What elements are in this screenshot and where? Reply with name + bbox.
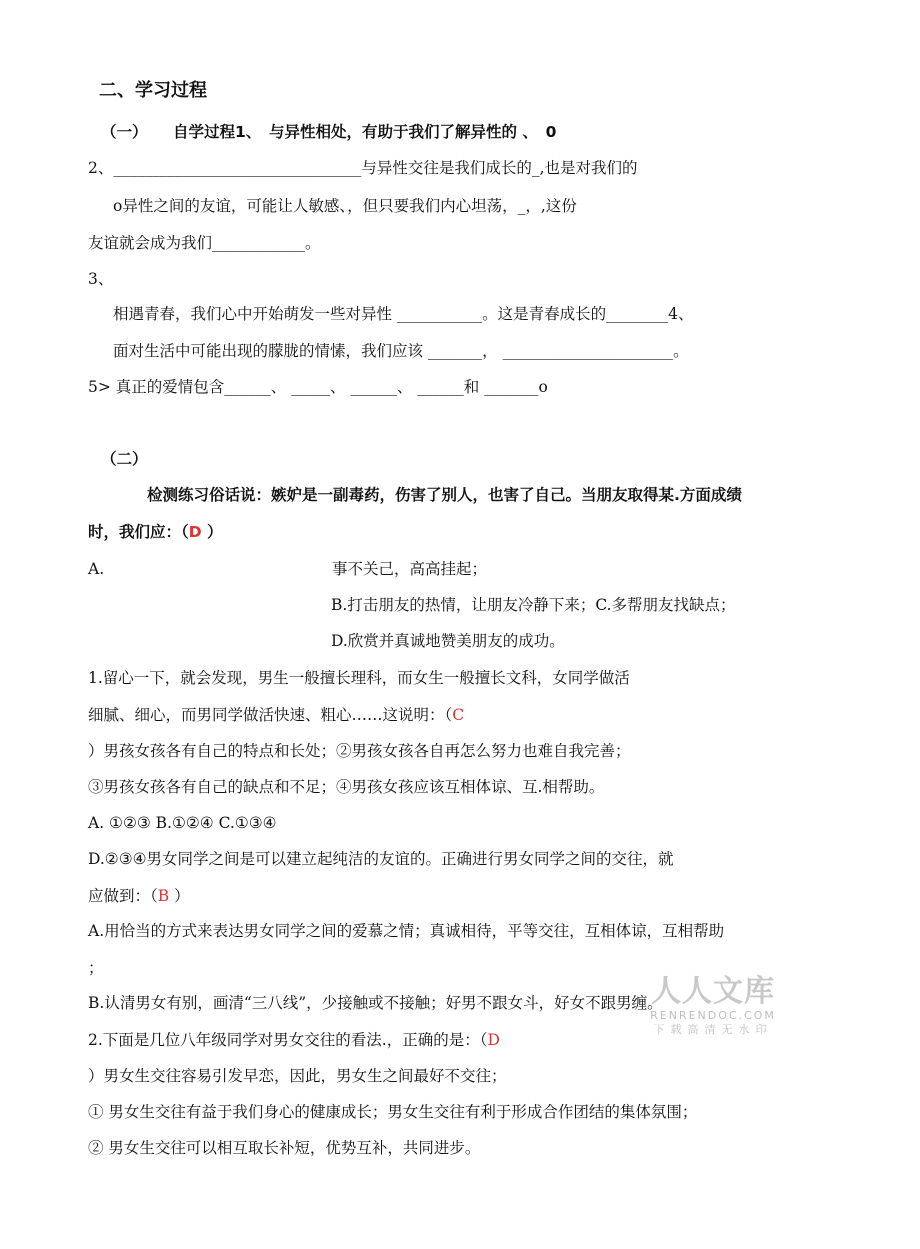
section-heading: 二、学习过程 xyxy=(99,80,207,101)
exercise-3-line-1: D.②③④男女同学之间是可以建立起纯洁的友谊的。正确进行男女同学之间的交往，就 xyxy=(88,850,674,868)
exercise-3-paren-close: ） xyxy=(169,887,190,905)
exercise-2-line-4: ③男孩女孩各有自己的缺点和不足；④男孩女孩应该互相体谅、互.相帮助。 xyxy=(88,778,605,796)
part2-label: （二） xyxy=(101,450,148,468)
exercise-4-line-2: ）男女生交往容易引发早恋，因此，男女生之间最好不交往； xyxy=(88,1067,507,1085)
exercise-2-answer: C xyxy=(452,706,465,724)
exercise-4-answer: D xyxy=(487,1031,500,1049)
exercise-1-option-bc: B.打击朋友的热情，让朋友冷静下来；C.多帮朋友找缺点； xyxy=(331,596,736,614)
exercise-1-option-a-label: A. xyxy=(88,560,105,578)
watermark-main-text: 人人文库 xyxy=(651,974,775,1009)
exercise-2-line-3: ）男孩女孩各有自己的特点和长处；②男孩女孩各自再怎么努力也难自我完善； xyxy=(88,742,631,760)
part1-question-1: 自学过程1、 与异性相处，有助于我们了解异性的 、 0 xyxy=(173,123,557,141)
question-4-line: 面对生活中可能出现的朦胧的情愫，我们应该 _______， ______________________。 xyxy=(113,342,689,360)
exercise-3-answer: B xyxy=(157,887,170,905)
exercise-4-line-3: ① 男女生交往有益于我们身心的健康成长；男女生交往有利于形成合作团结的集体氛围； xyxy=(88,1103,698,1121)
exercise-3-line-2 xyxy=(88,885,190,907)
exercise-2-line-1: 1.留心一下，就会发现，男生一般擅长理科，而女生一般擅长文科，女同学做活 xyxy=(88,669,630,687)
question-2-line-2: o异性之间的友谊，可能让人敏感、，但只要我们内心坦荡，_，,这份 xyxy=(113,197,577,215)
exercise-3-option-b: B.认清男女有别，画清“三八线”，少接触或不接触；好男不跟女斗，好女不跟男缠。 xyxy=(88,994,663,1012)
exercise-2-line-2 xyxy=(88,704,464,726)
watermark-domain: RENRENDOC.COM xyxy=(650,1009,776,1022)
watermark-tagline: 下载高清无水印 xyxy=(653,1023,773,1036)
exercise-1-line-1: 检测练习俗话说：嫉妒是一副毒药，伤害了别人，也害了自己。当朋友取得某.方面成绩 xyxy=(147,486,742,504)
exercise-1-line-2 xyxy=(88,521,223,543)
exercise-4-stem: 2.下面是几位八年级同学对男女交往的看法.，正确的是：（ xyxy=(88,1031,488,1049)
part1-label: （一） xyxy=(101,123,148,141)
exercise-1-paren-close: ） xyxy=(201,523,223,541)
exercise-1-stem-end: 时，我们应：（ xyxy=(88,523,189,541)
watermark-logo xyxy=(648,975,778,1037)
exercise-3-option-a-continued: ； xyxy=(88,959,104,977)
exercise-1-answer: D xyxy=(188,523,202,541)
question-2-line-3: 友谊就会成为我们____________。 xyxy=(88,234,321,252)
exercise-1-option-d: D.欣赏并真诚地赞美朋友的成功。 xyxy=(331,632,565,650)
exercise-1-option-a-text: 事不关己，高高挂起； xyxy=(332,560,488,578)
question-5-line: 5> 真正的爱情包含______、 _____、 ______、 ______和 _______o xyxy=(88,378,548,396)
exercise-4-line-1 xyxy=(88,1029,500,1051)
question-2-line-1: 2、________________________________与异性交往是我们成长的_,也是对我们的 xyxy=(88,159,638,177)
exercise-2-options: A. ①②③ B.①②④ C.①③④ xyxy=(88,814,277,832)
question-3-label: 3、 xyxy=(88,270,114,288)
exercise-3-stem-end: 应做到：（ xyxy=(88,887,158,905)
exercise-4-line-4: ② 男女生交往可以相互取长补短，优势互补，共同进步。 xyxy=(88,1139,481,1157)
exercise-3-option-a: A.用恰当的方式来表达男女同学之间的爱慕之情；真诚相待，平等交往，互相体谅，互相帮助 xyxy=(88,922,725,940)
question-3-line: 相遇青春，我们心中开始萌发一些对异性 ___________。这是青春成长的________4、 xyxy=(113,305,694,323)
exercise-2-stem-end: 细腻、细心，而男同学做活快速、粗心……这说明：（ xyxy=(88,706,453,724)
